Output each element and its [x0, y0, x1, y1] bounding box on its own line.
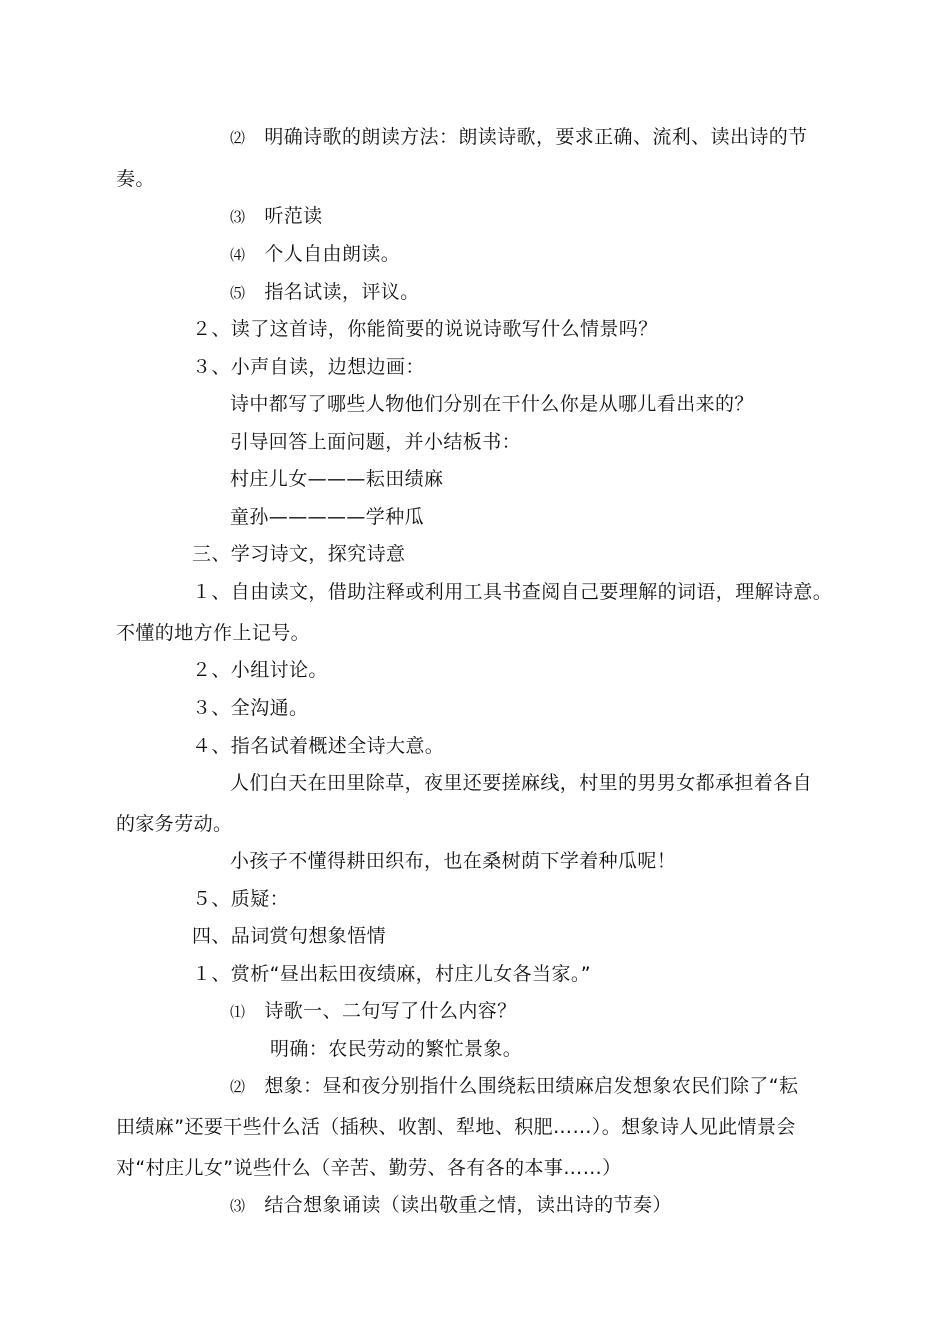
- text-line: ３、全沟通。: [192, 697, 309, 719]
- item-number: ⑵: [230, 1078, 246, 1096]
- text-line: [230, 203, 323, 230]
- line-text: 听范读: [264, 205, 323, 227]
- text-line: ２、读了这首诗，你能简要的说说诗歌写什么情景吗？: [192, 318, 658, 340]
- item-number: ⑶: [230, 208, 246, 226]
- text-line: １、自由读文，借助注释或利用工具书查阅自己要理解的词语，理解诗意。: [192, 581, 833, 603]
- item-number: ⑷: [230, 246, 246, 264]
- text-line: [230, 1192, 672, 1219]
- text-line: 明确：农民劳动的繁忙景象。: [270, 1038, 523, 1060]
- line-text: 诗歌一、二句写了什么内容？: [264, 1000, 517, 1022]
- text-line: [230, 241, 400, 268]
- line-text: 想象：昼和夜分别指什么围绕耘田绩麻启发想象农民们除了“耘: [264, 1075, 799, 1097]
- text-line: 诗中都写了哪些人物他们分别在干什么你是从哪儿看出来的？: [230, 393, 754, 415]
- text-line: 村庄儿女———耘田绩麻: [230, 468, 444, 490]
- text-line: 小孩子不懂得耕田织布，也在桑树荫下学着种瓜呢！: [230, 850, 677, 872]
- text-line: 田绩麻”还要干些什么活（插秧、收割、犁地、积肥……）。想象诗人见此情景会: [116, 1116, 796, 1138]
- text-line: ４、指名试着概述全诗大意。: [192, 735, 445, 757]
- line-text: 个人自由朗读。: [264, 243, 401, 265]
- item-number: ⑴: [230, 1003, 246, 1021]
- text-line: １、赏析“昼出耘田夜绩麻，村庄儿女各当家。”: [192, 963, 591, 985]
- text-line: 引导回答上面问题，并小结板书：: [230, 431, 522, 453]
- text-line: [230, 124, 808, 151]
- text-line: 的家务劳动。: [116, 813, 233, 835]
- text-line: [230, 998, 517, 1025]
- text-line: ３、小声自读，边想边画：: [192, 356, 425, 378]
- text-line: 童孙—————学种瓜: [230, 506, 425, 528]
- text-line: 人们白天在田里除草，夜里还要搓麻线，村里的男男女都承担着各自: [230, 772, 813, 794]
- line-text: 结合想象诵读（读出敬重之情，读出诗的节奏）: [264, 1194, 672, 1216]
- text-line: 四、品词赏句想象悟情: [192, 925, 387, 947]
- item-number: ⑵: [230, 129, 246, 147]
- text-line: ５、质疑：: [192, 888, 290, 910]
- text-line: 奏。: [116, 168, 155, 190]
- line-text: 指名试读，评议。: [264, 281, 420, 303]
- line-text: 明确诗歌的朗读方法：朗读诗歌，要求正确、流利、读出诗的节: [264, 126, 808, 148]
- text-line: 三、学习诗文，探究诗意: [192, 543, 406, 565]
- text-line: ２、小组讨论。: [192, 659, 328, 681]
- text-line: 不懂的地方作上记号。: [116, 622, 311, 644]
- text-line: [230, 1073, 798, 1100]
- text-line: 对“村庄儿女”说些什么（辛苦、勤劳、各有各的本事……）: [116, 1157, 622, 1179]
- item-number: ⑸: [230, 284, 246, 302]
- item-number: ⑶: [230, 1197, 246, 1215]
- text-line: [230, 279, 420, 306]
